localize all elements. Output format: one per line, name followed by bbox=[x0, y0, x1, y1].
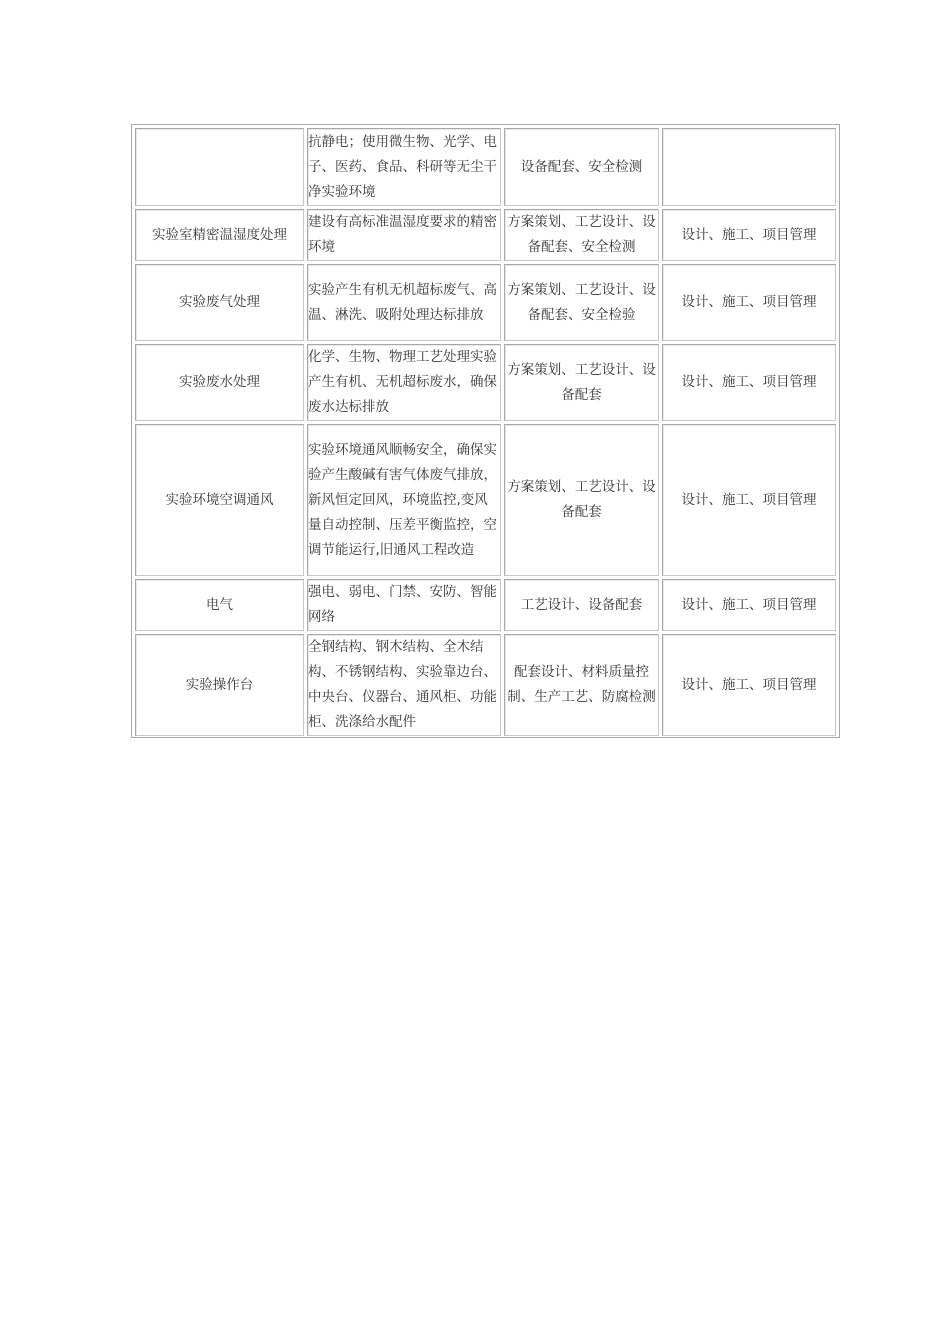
table-row bbox=[135, 264, 836, 341]
item-services-cell: 方案策划、工艺设计、设备配套 bbox=[504, 424, 659, 576]
item-name-cell bbox=[135, 128, 304, 206]
item-description-cell: 实验环境通风顺畅安全，确保实验产生酸碱有害气体废气排放，新风恒定回风，环境监控,变风量自动控制、压差平衡监控，空调节能运行,旧通风工程改造 bbox=[307, 424, 501, 576]
item-role-cell: 设计、施工、项目管理 bbox=[662, 424, 836, 576]
service-table-frame bbox=[131, 124, 840, 738]
table-row bbox=[135, 634, 836, 736]
table-row bbox=[135, 344, 836, 421]
item-name-cell: 实验废气处理 bbox=[135, 264, 304, 341]
item-role-cell: 设计、施工、项目管理 bbox=[662, 209, 836, 261]
item-name-cell: 实验环境空调通风 bbox=[135, 424, 304, 576]
item-description-cell: 全钢结构、钢木结构、全木结构、不锈钢结构、实验靠边台、中央台、仪器台、通风柜、功能柜、洗涤给水配件 bbox=[307, 634, 501, 736]
item-services-cell: 方案策划、工艺设计、设备配套 bbox=[504, 344, 659, 421]
table-row bbox=[135, 209, 836, 261]
item-services-cell: 设备配套、安全检测 bbox=[504, 128, 659, 206]
item-services-cell: 工艺设计、设备配套 bbox=[504, 579, 659, 631]
item-description-cell: 化学、生物、物理工艺处理实验产生有机、无机超标废水，确保废水达标排放 bbox=[307, 344, 501, 421]
table-row bbox=[135, 579, 836, 631]
item-services-cell: 方案策划、工艺设计、设备配套、安全检测 bbox=[504, 209, 659, 261]
item-name-cell: 实验室精密温湿度处理 bbox=[135, 209, 304, 261]
item-role-cell: 设计、施工、项目管理 bbox=[662, 634, 836, 736]
item-description-cell: 建设有高标准温湿度要求的精密环境 bbox=[307, 209, 501, 261]
item-name-cell: 实验操作台 bbox=[135, 634, 304, 736]
item-role-cell bbox=[662, 128, 836, 206]
item-description-cell: 抗静电；使用微生物、光学、电子、医药、食品、科研等无尘干净实验环境 bbox=[307, 128, 501, 206]
item-services-cell: 配套设计、材料质量控制、生产工艺、防腐检测 bbox=[504, 634, 659, 736]
item-name-cell: 电气 bbox=[135, 579, 304, 631]
table-row bbox=[135, 128, 836, 206]
item-role-cell: 设计、施工、项目管理 bbox=[662, 264, 836, 341]
item-services-cell: 方案策划、工艺设计、设备配套、安全检验 bbox=[504, 264, 659, 341]
item-role-cell: 设计、施工、项目管理 bbox=[662, 344, 836, 421]
item-description-cell: 强电、弱电、门禁、安防、智能网络 bbox=[307, 579, 501, 631]
item-role-cell: 设计、施工、项目管理 bbox=[662, 579, 836, 631]
item-description-cell: 实验产生有机无机超标废气、高温、淋洗、吸附处理达标排放 bbox=[307, 264, 501, 341]
table-row bbox=[135, 424, 836, 576]
item-name-cell: 实验废水处理 bbox=[135, 344, 304, 421]
service-table bbox=[132, 125, 839, 739]
